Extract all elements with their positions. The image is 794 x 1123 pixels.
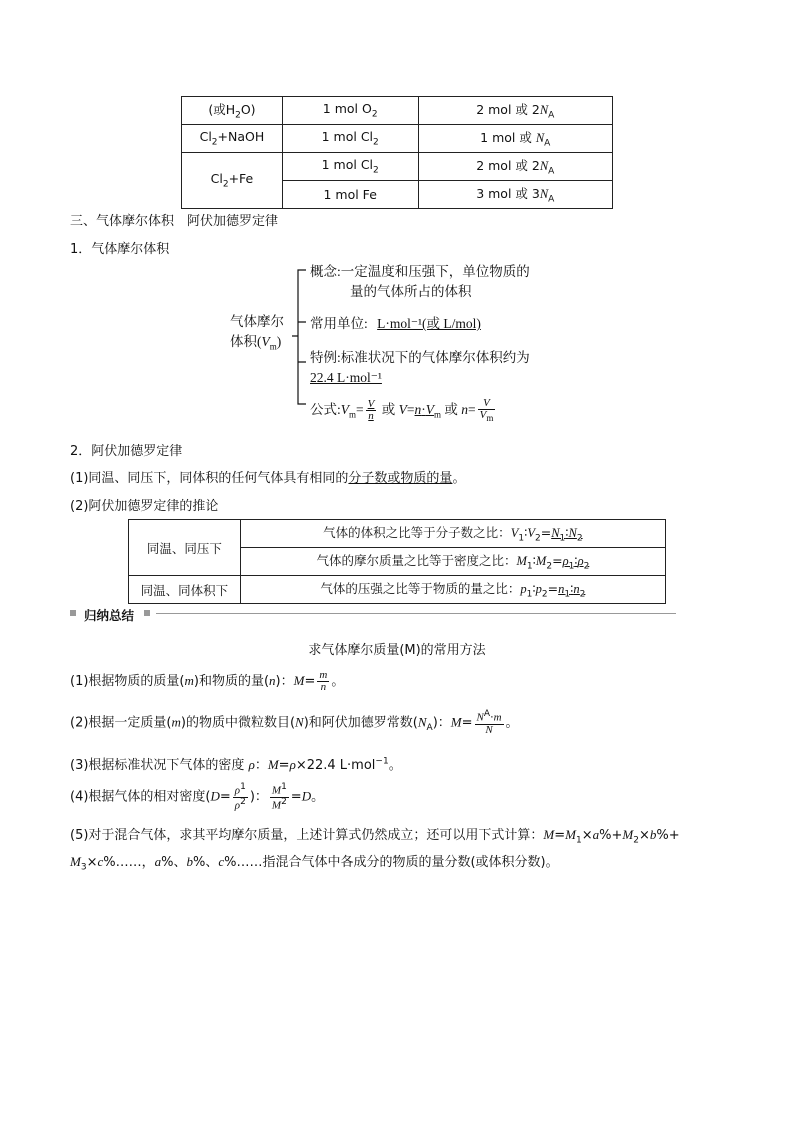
- table-row: [129, 520, 666, 548]
- concept-line2: 量的气体所占的体积: [350, 284, 472, 299]
- table-cell: 1 mol $Cl_2$: [282, 125, 418, 153]
- table-row: [182, 125, 613, 153]
- table-row: [182, 97, 613, 125]
- law-paragraph-2: (2)阿伏加德罗定律的推论: [70, 499, 219, 514]
- table-cell: 同温、同体积下: [129, 576, 241, 604]
- unit-label: 常用单位:: [310, 316, 368, 331]
- subsection-heading: 2．阿伏加德罗定律: [70, 444, 183, 459]
- table-cell: (或$H_2O$): [182, 97, 283, 125]
- formula-label: 公式:: [310, 402, 341, 417]
- table-cell: $Cl_2+Fe$: [182, 153, 283, 209]
- table-cell: 2 mol 或 $2N_A$: [418, 153, 612, 181]
- table-cell: 1 mol 或 $N_A$: [418, 125, 612, 153]
- special-value: 22.4 L·mol⁻¹: [310, 370, 382, 385]
- method-4: (4)根据气体的相对密度(D= $\frac{\rho^1}{\rho^2}$ )： $\frac{M^1}{M^2}$ =D。: [70, 782, 325, 812]
- method-1: (1)根据物质的质量(m)和物质的量(n)：M= $\frac{m}{n}$ 。: [70, 669, 345, 693]
- diagram-root-line2: 体积$(V_m)$: [230, 334, 282, 352]
- method-5-line2: $M_3\times c\%\dots\dots$，a%、b%、c%……指混合气体中各成分的物质的量分数(或体积分数)。: [70, 854, 559, 873]
- table-cell: 1 mol Fe: [282, 181, 418, 209]
- table-cell: 同温、同压下: [129, 520, 241, 576]
- law-text: (1)同温、同压下，同体积的任何气体具有相同的: [70, 471, 349, 486]
- divider: [156, 613, 676, 614]
- table-cell: 2 mol 或 $2N_A$: [418, 97, 612, 125]
- summary-title: 求气体摩尔质量(M)的常用方法: [308, 643, 486, 658]
- avogadro-table: [128, 519, 666, 604]
- table-cell: 1 mol $O_2$: [282, 97, 418, 125]
- table-row: [129, 576, 666, 604]
- section-heading: 三、气体摩尔体积 阿伏加德罗定律: [70, 214, 279, 229]
- method-3: (3)根据标准状况下气体的密度 ρ：M=ρ×22.4 L·mol$^{-1}$。: [70, 756, 402, 773]
- method-2: (2)根据一定质量(m)的物质中微粒数目(N)和阿伏加德罗常数$(N_A)$：M= $\frac{N^A\cdot m}{N}$ 。: [70, 709, 519, 736]
- table-cell: 3 mol 或 $3N_A$: [418, 181, 612, 209]
- diagram-formula: 公式$:V_m=$ $\frac{V}{n}$ 或 $V=n\cdot V_m$ 或 n= $\frac{V}{V_m}$: [310, 397, 494, 424]
- method-5-line1: (5)对于混合气体，求其平均摩尔质量，上述计算式仍然成立；还可以用下式计算：$M=M_1\times a\%+M_2\times b\%+$: [70, 827, 680, 846]
- diagram-concept: [310, 262, 530, 302]
- diagram-root: [230, 312, 284, 357]
- electron-transfer-table: [181, 96, 613, 209]
- table-cell: $Cl_2+NaOH$: [182, 125, 283, 153]
- table-cell: 1 mol $Cl_2$: [282, 153, 418, 181]
- summary-bar: [70, 606, 730, 624]
- unit-value: L·mol⁻¹(或 L/mol): [377, 316, 481, 331]
- square-bullet-icon: [70, 610, 76, 616]
- special-line1: 特例:标准状况下的气体摩尔体积约为: [310, 350, 530, 365]
- molar-volume-diagram: [230, 262, 590, 432]
- diagram-special: [310, 348, 530, 388]
- law-end: 。: [452, 471, 466, 486]
- square-bullet-icon: [144, 610, 150, 616]
- subsection-heading: 1．气体摩尔体积: [70, 242, 170, 257]
- diagram-unit: [310, 312, 481, 332]
- table-cell: 气体的体积之比等于分子数之比：$V_1∶V_2=N_1∶N_2$: [240, 520, 665, 548]
- diagram-root-line1: 气体摩尔: [230, 314, 284, 329]
- concept-line1: 概念:一定温度和压强下，单位物质的: [310, 264, 530, 279]
- law-answer: 分子数或物质的量: [348, 471, 453, 486]
- table-cell: 气体的压强之比等于物质的量之比：$p_1∶p_2=n_1∶n_2$: [240, 576, 665, 604]
- law-paragraph-1: [70, 467, 465, 486]
- table-row: [182, 153, 613, 181]
- summary-label: 归纳总结: [84, 608, 135, 623]
- table-cell: 气体的摩尔质量之比等于密度之比：$M_1∶M_2=\rho_1∶\rho_2$: [240, 548, 665, 576]
